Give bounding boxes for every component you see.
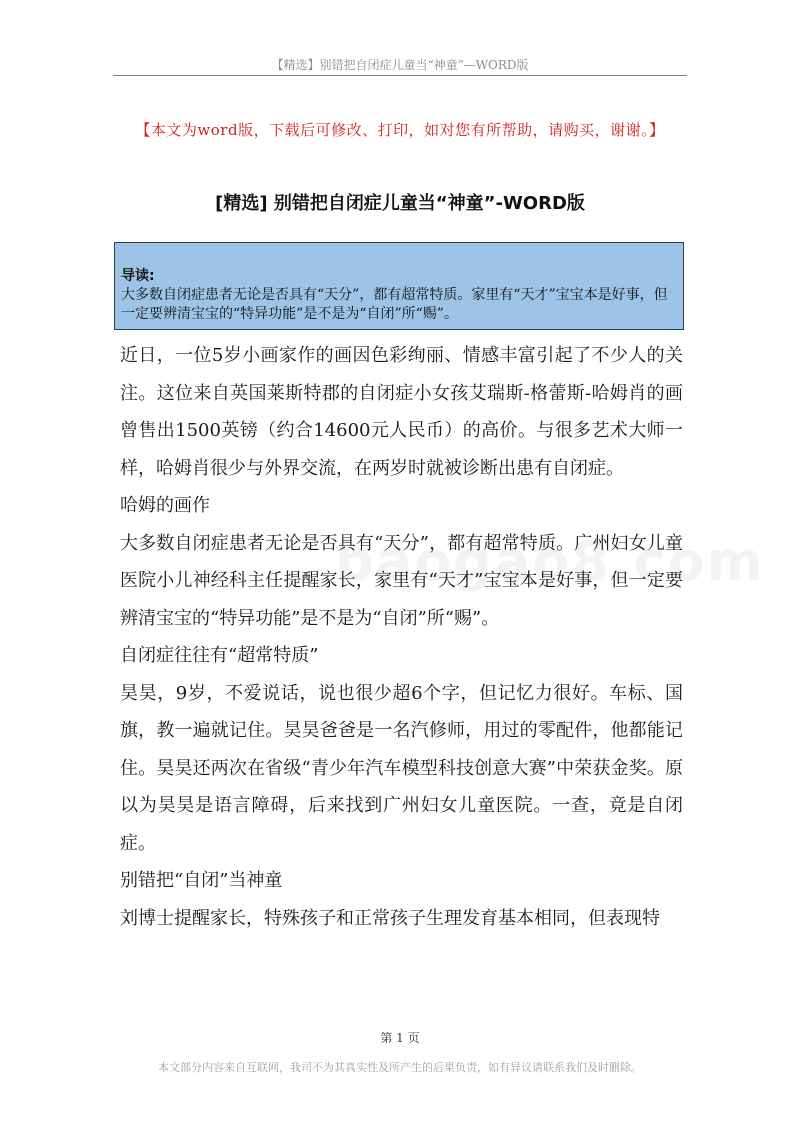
article-body xyxy=(120,337,683,937)
document-title: [精选] 别错把自闭症儿童当“神童”-WORD版 xyxy=(215,193,585,214)
subheading-painting: 哈姆的画作 xyxy=(120,495,210,516)
subheading-not-prodigy: 别错把“自闭”当神童 xyxy=(120,870,283,891)
subheading-special-traits: 自闭症往往有“超常特质” xyxy=(120,645,319,666)
header-divider xyxy=(113,75,687,76)
paragraph-news-lead: 近日，一位5岁小画家作的画因色彩绚丽、情感丰富引起了不少人的关注。这位来自英国莱斯特郡的自闭症小女孩艾瑞斯-格蕾斯-哈姆肖的画曾售出1500英镑（约合14600元人民币）的高价。与很多艺术大师一样，哈姆肖很少与外界交流，在两岁时就被诊断出患有自闭症。 xyxy=(120,345,683,479)
intro-summary-box xyxy=(114,242,684,330)
intro-text: 大多数自闭症患者无论是否具有“天分”，都有超常特质。家里有“天才”宝宝本是好事，但一定要辨清宝宝的“特异功能”是不是为“自闭”所“赐”。 xyxy=(121,287,668,322)
paragraph-case-haohao: 昊昊，9岁，不爱说话，说也很少超6个字，但记忆力很好。车标、国旗，教一遍就记住。昊昊爸爸是一名汽修师，用过的零配件，他都能记住。昊昊还两次在省级“青少年汽车模型科技创意大赛”中荣获金奖。原以为昊昊是语言障碍，后来找到广州妇女儿童医院。一查，竟是自闭症。 xyxy=(120,682,683,854)
running-header: 【精选】别错把自闭症儿童当“神童”—WORD版 xyxy=(271,58,529,72)
intro-label: 导读: xyxy=(121,268,155,284)
editable-version-notice: 【本文为word版，下载后可修改、打印，如对您有所帮助，请购买，谢谢。】 xyxy=(135,121,665,139)
paragraph-overview: 大多数自闭症患者无论是否具有“天分”，都有超常特质。广州妇女儿童医院小儿神经科主任提醒家长，家里有“天才”宝宝本是好事，但一定要辨清宝宝的“特异功能”是不是为“自闭”所“赐”。 xyxy=(120,532,683,629)
paragraph-doctor-advice: 刘博士提醒家长，特殊孩子和正常孩子生理发育基本相同，但表现特 xyxy=(120,907,660,929)
footer-disclaimer: 本文部分内容来自互联网，我司不为其真实性及所产生的后果负责，如有异议请联系我们及时删除。 xyxy=(158,1061,642,1074)
page-number: 第 1 页 xyxy=(380,1031,420,1045)
